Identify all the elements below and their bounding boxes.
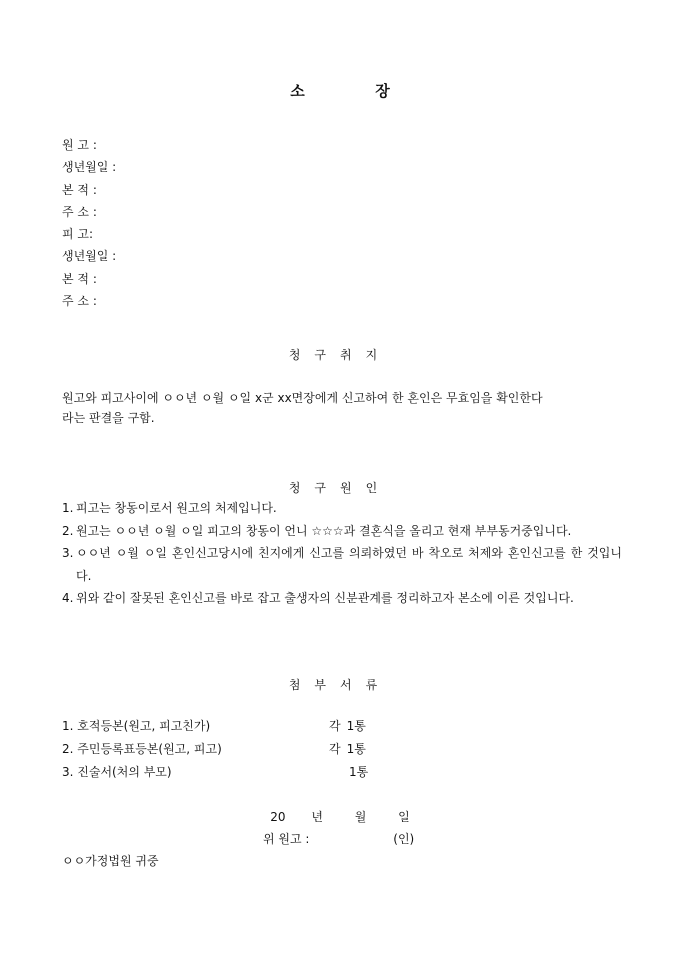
defendant-address: 주 소 : — [62, 294, 97, 309]
date-day-unit: 일 — [398, 810, 410, 824]
list-item — [62, 761, 368, 784]
signer-label: 위 원고 : — [263, 832, 310, 846]
cause-heading: 청구원인 — [288, 481, 392, 495]
list-item-text: ㅇㅇ년 ㅇ월 ㅇ일 혼인신고당시에 친지에게 신고를 의뢰하였던 바 착오로 처제와 혼인신고를 한 것입니다. — [76, 546, 622, 583]
title-char-2: 장 — [375, 82, 390, 100]
claim-line-2: 라는 판결을 구함. — [62, 411, 155, 425]
list-item-number: 4. — [62, 591, 74, 605]
list-item — [62, 587, 622, 610]
plaintiff-birthdate: 생년월일 : — [62, 160, 117, 175]
attachment-qty: 1통 — [346, 742, 366, 756]
claim-line-1: 원고와 피고사이에 ㅇㅇ년 ㅇ월 ㅇ일 x군 xx면장에게 신고하여 한 혼인은 무효임을 확인한다 — [62, 391, 543, 405]
attachment-qty: 1통 — [346, 719, 366, 733]
attachment-name: 2. 주민등록표등본(원고, 피고) — [62, 742, 222, 756]
defendant-label: 피 고: — [62, 227, 94, 242]
list-item — [62, 715, 368, 738]
list-item-text: 위와 같이 잘못된 혼인신고를 바로 잡고 출생자의 신분관계를 정리하고자 본소에 이른 것입니다. — [76, 591, 574, 605]
list-item-text: 원고는 ㅇㅇ년 ㅇ월 ㅇ일 피고의 창동이 언니 ☆☆☆과 결혼식을 올리고 현재 부부동거중입니다. — [76, 523, 572, 538]
document-title — [0, 80, 680, 101]
filing-date — [0, 808, 680, 825]
date-year: 20 — [270, 810, 286, 824]
defendant-domicile: 본 적 : — [62, 271, 97, 286]
attachment-each — [329, 761, 345, 784]
court-addressee: ㅇㅇ가정법원 귀중 — [62, 854, 159, 868]
title-char-1: 소 — [290, 82, 305, 100]
attachment-qty: 1통 — [349, 765, 369, 779]
list-item-text: 피고는 창동이로서 원고의 처제입니다. — [76, 501, 277, 515]
list-item — [62, 497, 622, 520]
cause-list — [62, 497, 622, 610]
claim-heading: 청구취지 — [288, 348, 392, 362]
list-item — [62, 542, 622, 587]
attachments-list — [62, 715, 368, 784]
list-item-number: 3. — [62, 546, 74, 560]
party-info — [62, 134, 116, 312]
date-year-unit: 년 — [311, 810, 323, 824]
claim-body — [62, 388, 622, 428]
list-item-number: 2. — [62, 523, 74, 538]
signer-seal: (인) — [393, 832, 415, 846]
attachments-heading: 첨부서류 — [288, 678, 392, 692]
list-item-number: 1. — [62, 501, 74, 515]
plaintiff-address: 주 소 : — [62, 204, 97, 219]
attachment-each: 각 — [329, 719, 341, 733]
signer-line — [263, 830, 414, 847]
date-month-unit: 월 — [354, 810, 367, 824]
defendant-birthdate: 생년월일 : — [62, 249, 117, 264]
plaintiff-domicile: 본 적 : — [62, 182, 97, 197]
attachment-name: 1. 호적등본(원고, 피고친가) — [62, 719, 211, 733]
attachment-name: 3. 진술서(처의 부모) — [62, 765, 172, 779]
list-item — [62, 520, 622, 543]
plaintiff-label: 원 고 : — [62, 138, 97, 152]
list-item — [62, 738, 368, 761]
attachment-each: 각 — [329, 742, 341, 756]
